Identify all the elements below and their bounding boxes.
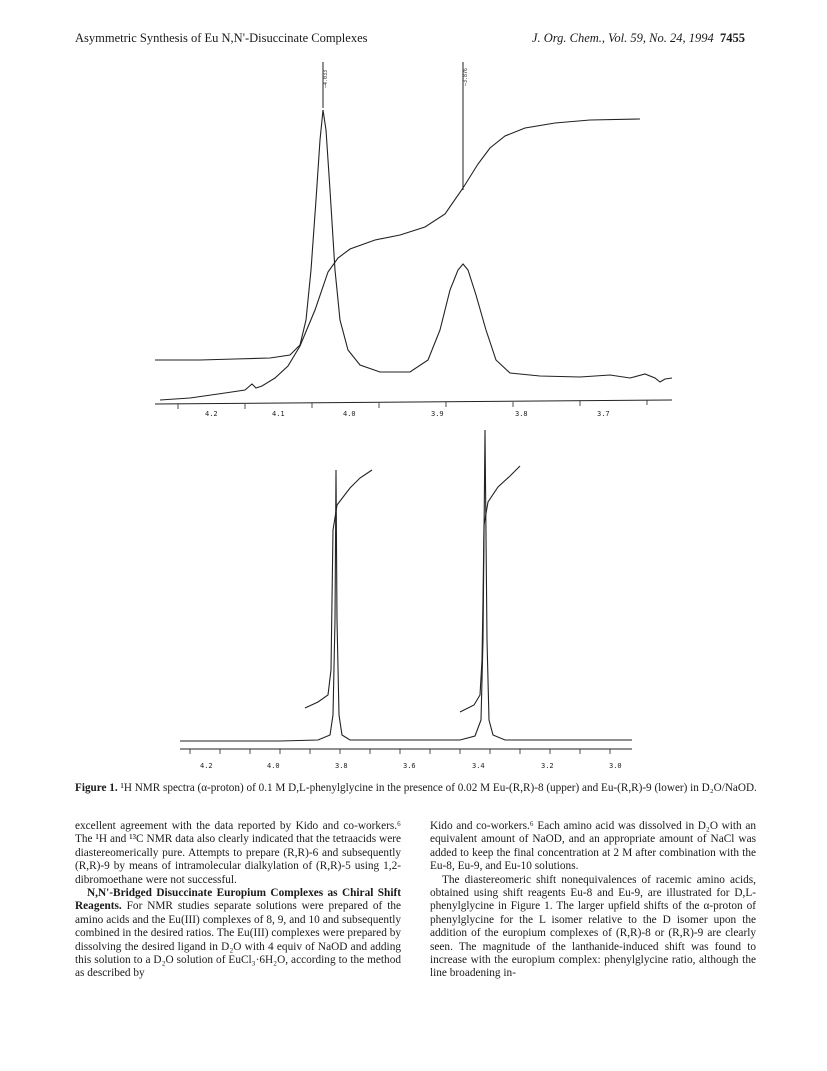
x-axis-upper xyxy=(155,400,672,404)
x-tick-upper-1: 4.2 xyxy=(205,410,218,418)
body-paragraph: Kido and co-workers.⁶ Each amino acid was dissolved in D₂O with an equivalent amount of NaOD, and an appropriate amount of NaCl was added to keep the final concentration at 2 M after combination with the Eu-8, Eu-9, and Eu-10 solutions. xyxy=(430,820,756,873)
nmr-spectrum-upper xyxy=(0,0,827,440)
body-paragraph: The diastereomeric shift nonequivalences of racemic amino acids, obtained using shift reagents Eu-8 and Eu-9, are illustrated for D,L-phenylglycine in Figure 1. The larger upfield shifts of the α-proton of phenylglycine for the L isomer relative to the D isomer upon the addition of the europium complexes of (R,R)-8 or (R,R)-9 are clearly seen. The magnitude of the lanthanide-induced shift was found to increase with the europium complex: phenylglycine ratio, although the line broadening in- xyxy=(430,873,756,980)
body-paragraph: excellent agreement with the data reported by Kido and co-workers.⁶ The ¹H and ¹³C NMR data also clearly indicated that the tetraacids were diastereomerically pure. Attempts to prepare (R,R)-6 and subsequently (R,R)-9 by means of intramolecular dialkylation of (R,R)-5 using 1,2-dibromoethane were not successful. xyxy=(75,820,401,886)
x-tick-upper-2: 4.1 xyxy=(272,410,285,418)
x-tick-lower-7: 3.0 xyxy=(609,762,622,770)
x-tick-lower-2: 4.0 xyxy=(267,762,280,770)
x-tick-lower-3: 3.8 xyxy=(335,762,348,770)
nmr-spectrum-lower xyxy=(0,425,827,775)
x-tick-upper-5: 3.8 xyxy=(515,410,528,418)
figure-caption xyxy=(75,782,757,795)
body-column-right xyxy=(430,820,756,981)
journal-citation: J. Org. Chem., Vol. 59, No. 24, 1994 xyxy=(531,31,714,45)
body-column-left xyxy=(75,820,401,981)
x-tick-lower-4: 3.6 xyxy=(403,762,416,770)
peak-label-2: —3.876 xyxy=(463,67,469,86)
x-tick-upper-6: 3.7 xyxy=(597,410,610,418)
x-tick-lower-1: 4.2 xyxy=(200,762,213,770)
body-paragraph: For NMR studies separate solutions were prepared of the amino acids and the Eu(III) complexes of 8, 9, and 10 and subsequently combined in the desired ratios. The Eu(III) complexes were prepared by dissolving the desired ligand in D₂O with 4 equiv of NaOD and adding this solution to a D₂O solution of EuCl₃·6H₂O, according to the method as described by xyxy=(75,900,401,980)
integral-trace-upper xyxy=(160,119,640,400)
running-header-title: Asymmetric Synthesis of Eu N,N'-Disuccinate Complexes xyxy=(75,31,368,45)
spectrum-trace-upper xyxy=(155,110,672,382)
caption-label: Figure 1. xyxy=(75,782,118,794)
x-tick-lower-6: 3.2 xyxy=(541,762,554,770)
x-tick-upper-4: 3.9 xyxy=(431,410,444,418)
x-tick-lower-5: 3.4 xyxy=(472,762,485,770)
section-paragraph xyxy=(75,887,401,981)
peak-label-1: —4.033 xyxy=(323,69,329,88)
integral-trace-lower-2 xyxy=(460,466,520,712)
section-heading: N,N'-Bridged Disuccinate Europium Complexes as Chiral Shift Reagents. xyxy=(75,887,401,913)
caption-text: ¹H NMR spectra (α-proton) of 0.1 M D,L-phenylglycine in the presence of 0.02 M Eu-(R,R)-8 (upper) and Eu-(R,R)-9 (lower) in D₂O/NaOD. xyxy=(120,782,757,794)
spectrum-trace-lower xyxy=(180,430,632,741)
page-number: 7455 xyxy=(720,31,745,45)
x-tick-upper-3: 4.0 xyxy=(343,410,356,418)
